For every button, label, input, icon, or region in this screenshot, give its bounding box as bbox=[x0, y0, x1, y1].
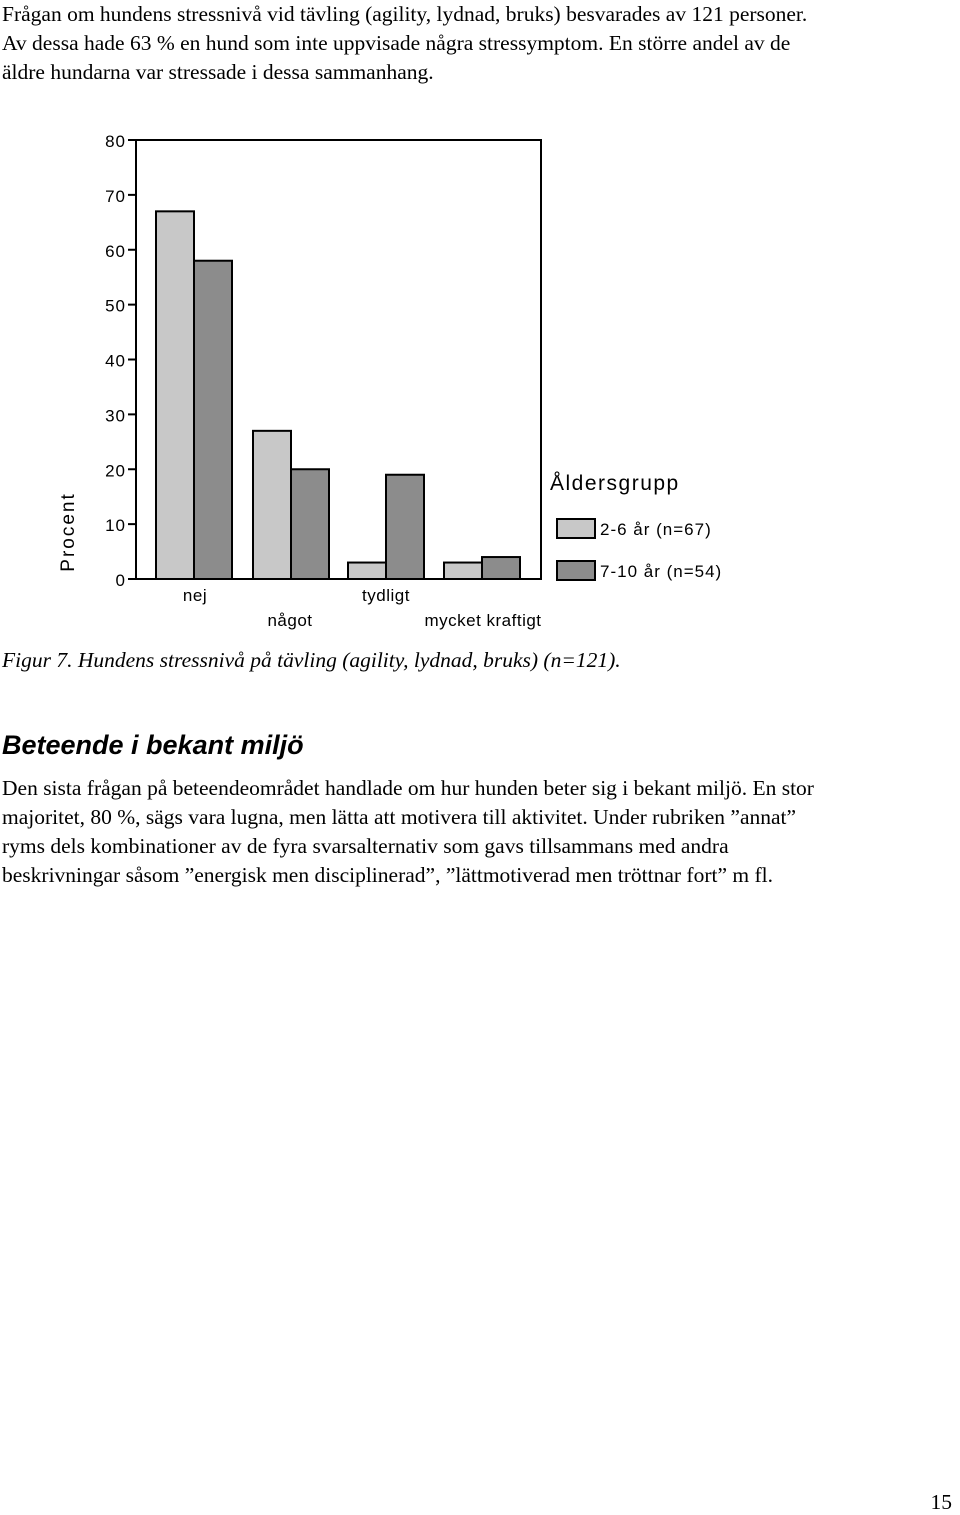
legend-swatch bbox=[557, 561, 595, 580]
intro-line: Av dessa hade 63 % en hund som inte uppvisade några stressymptom. En större andel av de bbox=[2, 31, 791, 55]
y-tick-label: 50 bbox=[105, 296, 126, 316]
bar-series-1 bbox=[253, 431, 291, 579]
chart-bars bbox=[156, 211, 520, 579]
body-paragraph bbox=[2, 774, 958, 890]
y-tick-label: 60 bbox=[105, 241, 126, 261]
legend-title: Åldersgrupp bbox=[550, 472, 680, 495]
x-category-label: mycket kraftigt bbox=[424, 611, 542, 630]
figure-caption: Figur 7. Hundens stressnivå på tävling (agility, lydnad, bruks) (n=121). bbox=[2, 648, 621, 672]
y-tick-label: 80 bbox=[105, 132, 126, 151]
bar-series-2 bbox=[386, 475, 424, 579]
chart-legend bbox=[550, 472, 722, 581]
body-line: majoritet, 80 %, sägs vara lugna, men lätta att motivera till aktivitet. Under rubriken ”annat” bbox=[2, 805, 797, 829]
intro-paragraph bbox=[2, 0, 952, 87]
y-axis-label: Procent bbox=[58, 492, 79, 572]
legend-entry-label: 2-6 år (n=67) bbox=[600, 520, 712, 539]
y-tick-label: 40 bbox=[105, 351, 126, 371]
y-axis-ticks bbox=[105, 132, 136, 590]
bar-series-2 bbox=[482, 557, 520, 579]
x-category-label: något bbox=[267, 611, 313, 630]
x-axis-category-labels bbox=[183, 586, 542, 630]
body-line: Den sista frågan på beteendeområdet handlade om hur hunden beter sig i bekant miljö. En stor bbox=[2, 776, 814, 800]
bar-series-2 bbox=[291, 469, 329, 579]
y-tick-label: 70 bbox=[105, 186, 126, 206]
intro-line: äldre hundarna var stressade i dessa sammanhang. bbox=[2, 60, 434, 84]
body-line: ryms dels kombinationer av de fyra svarsalternativ som gavs tillsammans med andra bbox=[2, 834, 729, 858]
bar-series-1 bbox=[156, 211, 194, 579]
legend-entry-label: 7-10 år (n=54) bbox=[600, 562, 723, 581]
body-line: beskrivningar såsom ”energisk men disciplinerad”, ”lättmotiverad men tröttnar fort” m fl. bbox=[2, 863, 773, 887]
intro-line: Frågan om hundens stressnivå vid tävling (agility, lydnad, bruks) besvarades av 121 personer. bbox=[2, 2, 808, 26]
section-heading: Beteende i bekant miljö bbox=[2, 730, 304, 760]
stress-level-bar-chart bbox=[0, 120, 960, 640]
y-tick-label: 0 bbox=[115, 571, 126, 590]
bar-series-2 bbox=[194, 261, 232, 579]
page-number: 15 bbox=[930, 1490, 952, 1514]
x-category-label: nej bbox=[182, 586, 208, 605]
y-tick-label: 20 bbox=[105, 461, 126, 481]
y-tick-label: 10 bbox=[105, 516, 126, 536]
bar-series-1 bbox=[444, 563, 482, 579]
bar-series-1 bbox=[348, 563, 386, 579]
legend-swatch bbox=[557, 519, 595, 538]
x-category-label: tydligt bbox=[362, 586, 410, 605]
y-tick-label: 30 bbox=[105, 406, 126, 426]
